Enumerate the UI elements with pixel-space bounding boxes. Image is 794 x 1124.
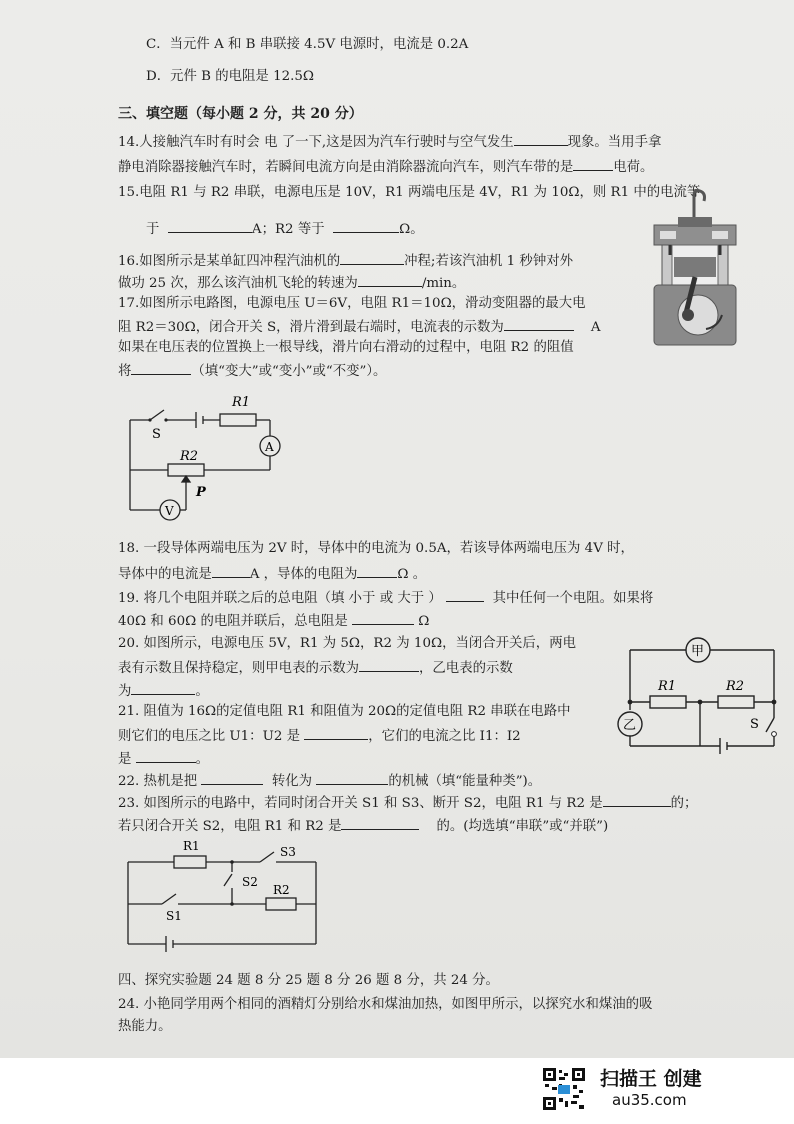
circuit-figure-20 <box>610 630 786 762</box>
qr-code-icon <box>543 1068 585 1110</box>
q20-line3 <box>118 681 209 701</box>
q17-text-d: （填“变大”或“变小”或“不变”）。 <box>191 364 387 379</box>
q14-line2 <box>118 157 653 177</box>
q19-text-c: 40Ω 和 60Ω 的电阻并联后，总电阻是 <box>118 614 348 629</box>
q14-text-a: 14.人接触汽车时有时会 电 了一下,这是因为汽车行驶时与空气发生 <box>118 135 514 150</box>
q21-text-a: 则它们的电压之比 U1：U2 是 <box>118 729 301 744</box>
q14-blank-2[interactable] <box>573 157 613 171</box>
q18-line2 <box>118 564 426 584</box>
q17-blank-1[interactable] <box>504 317 574 331</box>
q18-line1: 18. 一段导体两端电压为 2V 时，导体中的电流为 0.5A，若该导体两端电压为 4V 时， <box>118 541 634 556</box>
q23-text-b: 的； <box>670 796 698 811</box>
q22-text-a: 22. 热机是把 <box>118 774 198 789</box>
q21-text-c: 是 <box>118 752 132 767</box>
option-d: D．元件 B 的电阻是 12.5Ω <box>146 69 314 84</box>
q17-text-c: 将 <box>118 364 132 379</box>
section4-heading: 四、探究实验题 24 题 8 分 25 题 8 分 26 题 8 分，共 24 分。 <box>118 973 499 988</box>
fig17-p-label: P <box>196 485 206 500</box>
q17-line1: 17.如图所示电路图，电源电压 U＝6V，电阻 R1＝10Ω，滑动变阻器的最大电 <box>118 296 586 311</box>
q18-text-b: A ，导体的电阻为 <box>249 567 358 582</box>
q24-line2: 热能力。 <box>118 1019 172 1034</box>
fig23-r2-label: R2 <box>273 883 290 897</box>
q22-text-b: 转化为 <box>271 774 313 789</box>
q15-text-b: A；R2 等于 <box>251 222 325 237</box>
fig23-s1-label: S1 <box>166 909 182 923</box>
q20-line1: 20. 如图所示，电源电压 5V，R1 为 5Ω，R2 为 10Ω，当闭合开关后，两电 <box>118 636 576 651</box>
q17-line4 <box>118 361 386 381</box>
q22-blank-2[interactable] <box>316 771 388 785</box>
q14-blank-1[interactable] <box>514 132 568 146</box>
q20-line2 <box>118 658 513 678</box>
q16-text-d: /min。 <box>421 276 466 291</box>
q18-blank-1[interactable] <box>212 564 250 578</box>
q18-blank-2[interactable] <box>357 564 397 578</box>
q15-line1: 15.电阻 R1 与 R2 串联，电源电压是 10V，R1 两端电压是 4V，R1 为 10Ω，则 R1 中的电流等 <box>118 185 701 200</box>
circuit-figure-23 <box>120 836 326 956</box>
q18-text-c: Ω 。 <box>397 567 427 582</box>
q19-text-a: 19. 将几个电阻并联之后的总电阻（填 小于 或 大于 ） <box>118 591 442 606</box>
q16-blank-2[interactable] <box>358 273 422 287</box>
q19-text-b: 其中任何一个电阻。如果将 <box>492 591 654 606</box>
q14-text-c: 静电消除器接触汽车时，若瞬间电流方向是由消除器流向汽车，则汽车带的是 <box>118 160 574 175</box>
fig17-r2-label: R2 <box>180 449 199 464</box>
q19-blank-1[interactable] <box>446 588 484 602</box>
q15-text-a: 于 <box>146 222 160 237</box>
q15-blank-2[interactable] <box>333 219 399 233</box>
q19-blank-2[interactable] <box>352 611 414 625</box>
q14-line1 <box>118 132 661 152</box>
q16-text-b: 冲程;若该汽油机 1 秒钟对外 <box>404 254 573 269</box>
q16-line1 <box>118 251 573 271</box>
q20-text-c: 为 <box>118 684 132 699</box>
q20-text-a: 表有示数且保持稳定，则甲电表的示数为 <box>118 661 360 676</box>
q20-text-d: 。 <box>195 684 209 699</box>
fig20-s-label: S <box>750 717 759 732</box>
q21-line1: 21. 阻值为 16Ω的定值电阻 R1 和阻值为 20Ω的定值电阻 R2 串联在电路中 <box>118 704 571 719</box>
engine-figure <box>648 187 742 347</box>
q19-line2 <box>118 611 429 631</box>
q15-line2 <box>146 219 424 239</box>
q22-line <box>118 771 541 791</box>
fig20-r2-label: R2 <box>726 679 745 694</box>
q21-blank-2[interactable] <box>136 749 196 763</box>
q21-line2 <box>118 726 521 746</box>
voltmeter-icon: V <box>165 504 174 518</box>
q23-blank-1[interactable] <box>603 793 671 807</box>
q14-text-b: 现象。当用手拿 <box>567 135 662 150</box>
q22-blank-1[interactable] <box>201 771 263 785</box>
fig23-s3-label: S3 <box>280 845 296 859</box>
fig20-yi-label: 乙 <box>623 718 637 733</box>
q20-blank-2[interactable] <box>131 681 195 695</box>
q15-blank-1[interactable] <box>168 219 252 233</box>
q23-text-d: 的。(均选填“串联”或“并联”) <box>436 819 609 834</box>
q17-line2 <box>118 317 601 337</box>
q23-text-c: 若只闭合开关 S2，电阻 R1 和 R2 是 <box>118 819 342 834</box>
fig20-r1-label: R1 <box>658 679 677 694</box>
q21-text-d: 。 <box>195 752 210 767</box>
circuit-figure-17 <box>124 392 294 522</box>
q23-line2 <box>118 816 608 836</box>
q21-blank-1[interactable] <box>304 726 368 740</box>
q17-text-a: 阻 R2＝30Ω，闭合开关 S，滑片滑到最右端时，电流表的示数为 <box>118 320 504 335</box>
q17-line3: 如果在电压表的位置换上一根导线，滑片向右滑动的过程中，电阻 R2 的阻值 <box>118 340 574 355</box>
option-c: C．当元件 A 和 B 串联接 4.5V 电源时，电流是 0.2A <box>146 37 469 52</box>
q20-text-b: ，乙电表的示数 <box>419 661 513 676</box>
q15-text-c: Ω。 <box>399 222 424 237</box>
q23-text-a: 23. 如图所示的电路中，若同时闭合开关 S1 和 S3、断开 S2，电阻 R1 与 R2 是 <box>118 796 603 811</box>
q18-text-a: 导体中的电流是 <box>118 567 212 582</box>
fig17-s-label: S <box>152 427 161 442</box>
q20-blank-1[interactable] <box>359 658 419 672</box>
ammeter-icon: A <box>265 440 274 454</box>
q16-text-c: 做功 25 次，那么该汽油机飞轮的转速为 <box>118 276 358 291</box>
q16-blank-1[interactable] <box>340 251 404 265</box>
q17-blank-2[interactable] <box>131 361 191 375</box>
fig23-s2-label: S2 <box>242 875 258 889</box>
q19-text-d: Ω <box>418 614 430 629</box>
q23-line1 <box>118 793 697 813</box>
q23-blank-2[interactable] <box>341 816 419 830</box>
q16-line2 <box>118 273 465 293</box>
fig17-r1-label: R1 <box>232 395 251 410</box>
fig23-r1-label: R1 <box>183 839 200 853</box>
site-watermark: au35.com <box>612 1091 687 1109</box>
q17-text-b: A <box>590 320 601 335</box>
q16-text-a: 16.如图所示是某单缸四冲程汽油机的 <box>118 254 341 269</box>
q14-text-d: 电荷。 <box>613 160 654 175</box>
q21-line3 <box>118 749 209 769</box>
q19-line1 <box>118 588 653 608</box>
fig20-jia-label: 甲 <box>691 644 705 659</box>
q22-text-c: 的机械（填“能量种类”)。 <box>388 774 542 789</box>
section3-heading: 三、填空题（每小题 2 分，共 20 分） <box>118 106 363 122</box>
q24-line1: 24. 小艳同学用两个相同的酒精灯分别给水和煤油加热，如图甲所示，以探究水和煤油的吸 <box>118 997 653 1012</box>
q21-text-b: ，它们的电流之比 I1：I2 <box>368 729 521 744</box>
brand-watermark: 扫描王 创建 <box>600 1068 702 1090</box>
